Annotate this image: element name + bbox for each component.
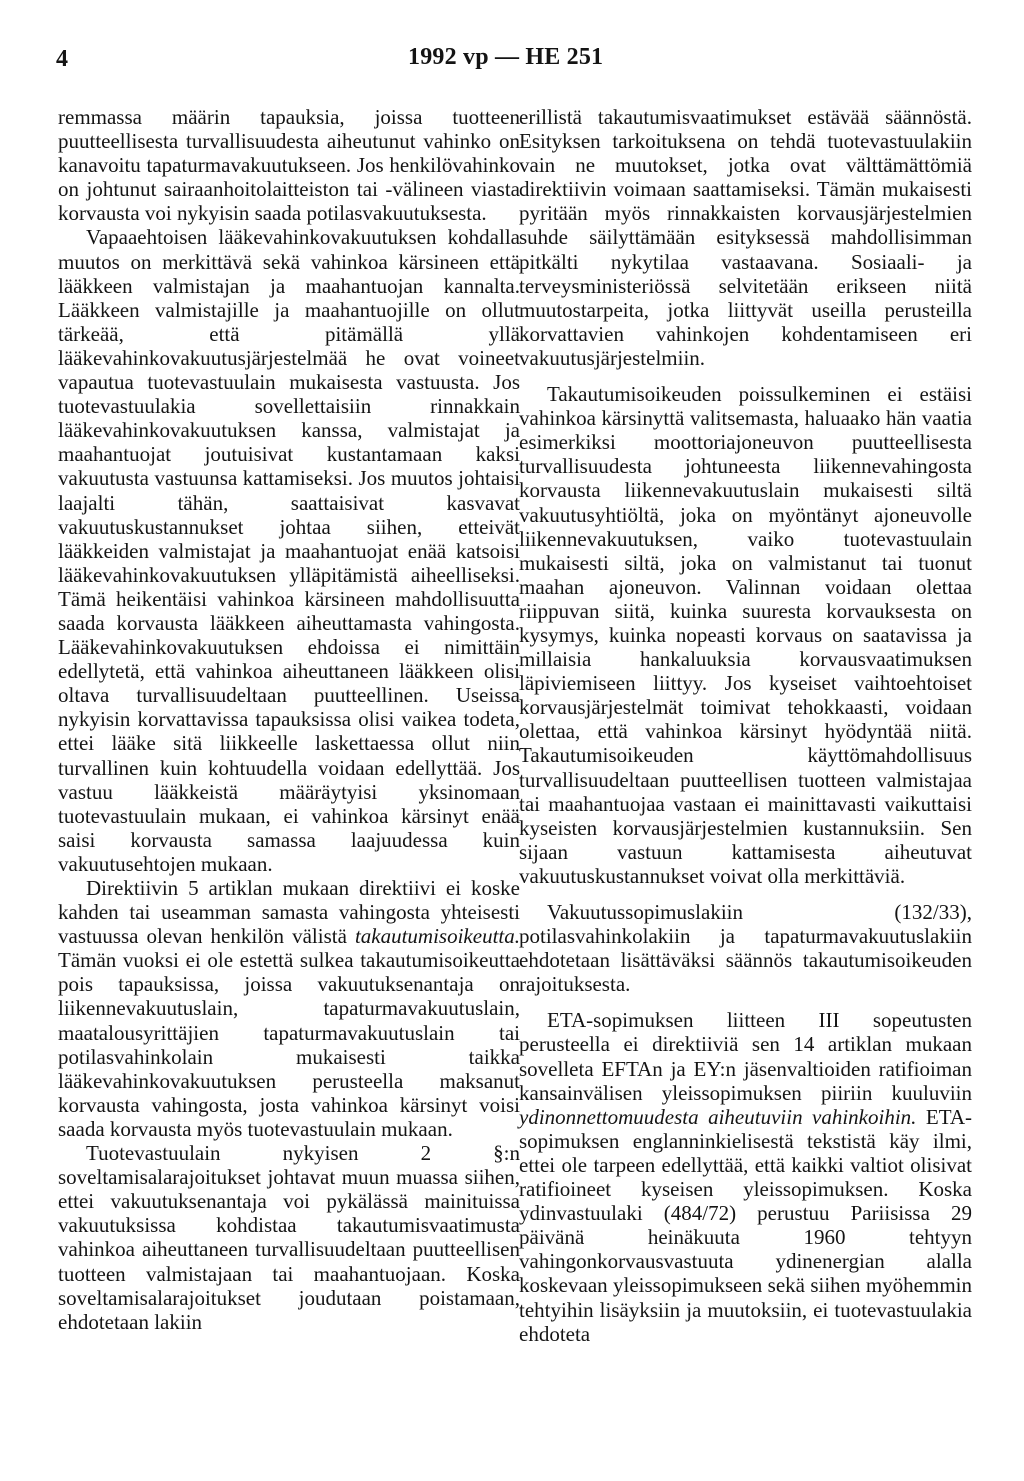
- paragraph-8-italic: ydinonnettomuudesta aiheutuviin vahinkoihin.: [519, 1104, 917, 1129]
- paragraph-3-text: Direktiivin 5 artiklan mukaan direktiivi ei koske kahden tai useamman samasta vahingosta yhteisesti vastuussa olevan henkilön välistä: [58, 876, 520, 949]
- paragraph-4: Tuotevastuulain nykyisen 2 §:n soveltamisalarajoitukset johtavat muun muassa siihen, ettei vakuutuksenantaja voi pykälässä mainituissa vakuutuksissa kohdistaa takautumisvaatimusta vahinkoa aiheuttaneen turvallisuudeltaan puutteellisen tuotteen valmistajaan tai maahantuojaan. Koska soveltamisalarajoitukset joudutaan poistamaan, ehdotetaan lakiin: [58, 1141, 520, 1334]
- paragraph-3: [58, 876, 520, 1141]
- paragraph-2: Vapaaehtoisen lääkevahinkovakuutuksen kohdalla muutos on merkittävä sekä vahinkoa kärsineen että lääkkeen valmistajan ja maahantuojan kannalta. Lääkkeen valmistajille ja maahantuojille on ollut tärkeää, että pitämällä yllä lääkevahinkovakuutusjärjestelmää he ovat voineet vapautua tuotevastuulain mukaisesta vastuusta. Jos tuotevastuulakia sovellettaisiin rinnakkain lääkevahinkovakuutuksen kanssa, valmistajat ja maahantuojat joutuisivat kustantamaan kaksi vakuutusta vastuunsa kattamiseksi. Jos muutos johtaisi laajalti tähän, saattaisivat kasvavat vakuutuskustannukset johtaa siihen, etteivät lääkkeiden valmistajat ja maahantuojat enää katsoisi lääkevahinkovakuutuksen ylläpitämistä aiheelliseksi. Tämä heikentäisi vahinkoa kärsineen mahdollisuutta saada korvausta lääkkeen aiheuttamasta vahingosta. Lääkevahinkovakuutuksen ehdoissa ei nimittäin edellytetä, että vahinkoa aiheuttaneen lääkkeen olisi oltava turvallisuudeltaan puutteellinen. Useissa nykyisin korvattavissa tapauksissa olisi vaikea todeta, ettei lääke sitä liikkeelle laskettaessa ollut niin turvallinen kuin kohtuudella voidaan edellyttää. Jos vastuu lääkkeistä määräytyisi yksinomaan tuotevastuulain mukaan, ei vahinkoa kärsinyt enää saisi korvausta samassa laajuudessa kuin vakuutusehtojen mukaan.: [58, 225, 520, 876]
- right-column: [519, 105, 972, 1346]
- paragraph-1: remmassa määrin tapauksia, joissa tuotteen puutteellisesta turvallisuudesta aiheutunut vahinko on kanavoitu tapaturmavakuutukseen. Jos henkilövahinko on johtunut sairaanhoitolaitteiston tai -välineen viasta korvausta voi nykyisin saada potilasvakuutuksesta.: [58, 105, 520, 226]
- paragraph-5: erillistä takautumisvaatimukset estävää säännöstä. Esityksen tarkoituksena on tehdä tuotevastuulakiin vain ne muutokset, jotka ovat välttämättömiä direktiivin voimaan saattamiseksi. Tämän mukaisesti pyritään myös rinnakkaisten korvausjärjestelmien suhde säilyttämään esityksessä mahdollisimman pitkälti nykytilaa vastaavana. Sosiaali- ja terveysministeriössä selvitetään erikseen niitä muutostarpeita, jotka liittyvät useilla perusteilla korvattavien vahinkojen kohdentamiseen eri vakuutusjärjestelmiin.: [519, 105, 972, 370]
- page-number: 4: [56, 46, 68, 72]
- left-column: [58, 105, 520, 1334]
- paragraph-8: [519, 1008, 972, 1345]
- paragraph-3-italic: takautumisoikeutta.: [354, 924, 520, 949]
- running-header: 1992 vp — HE 251: [408, 44, 604, 70]
- paragraph-8-text-cont: ETA-sopimuksen englanninkielisestä tekstistä käy ilmi, ettei ole tarpeen edellyttää, että kaikki valtiot olisivat ratifioineet kyseisen yleissopimuksen. Koska ydinvastuulaki (484/72) perustuu Pariisissa 29 päivänä heinäkuuta 1960 tehtyyn vahingonkorvausvastuuta ydinenergian alalla koskevaan yleissopimukseen sekä siihen myöhemmin tehtyihin lisäyksiin ja muutoksiin, ei tuotevastuulakia ehdoteta: [519, 1104, 973, 1346]
- paragraph-6: Takautumisoikeuden poissulkeminen ei estäisi vahinkoa kärsinyttä valitsemasta, haluaako hän vaatia esimerkiksi moottoriajoneuvon puutteellisesta turvallisuudesta johtuneesta liikennevahingosta korvausta liikennevakuutuslain mukaisesti siltä vakuutusyhtiöltä, joka on myöntänyt ajoneuvolle liikennevakuutuksen, vaiko tuotevastuulain mukaisesti siltä, joka on valmistanut tai tuonut maahan ajoneuvon. Valinnan voidaan olettaa riippuvan siitä, kuinka suuresta korvauksesta on kysymys, kuinka nopeasti korvaus on saatavissa ja millaisia hankaluuksia korvausvaatimuksen läpiviemiseen liittyy. Jos kyseiset vaihtoehtoiset korvausjärjestelmät toimivat tehokkaasti, voidaan olettaa, että vahinkoa kärsinyt hyödyntää niitä. Takautumisoikeuden käyttömahdollisuus turvallisuudeltaan puutteellisen tuotteen valmistajaa tai maahantuojaa vastaan ei mainittavasti vaikuttaisi kyseisten korvausjärjestelmien kustannuksiin. Sen sijaan vastuun kattamisesta aiheutuvat vakuutuskustannukset voivat olla merkittäviä.: [519, 382, 972, 888]
- paragraph-3-text-cont: Tämän vuoksi ei ole estettä sulkea takautumisoikeutta pois tapauksissa, joissa vakuutuksenantaja on liikennevakuutuslain, tapaturmavakuutuslain, maatalousyrittäjien tapaturmavakuutuslain tai potilasvahinkolain mukaisesti taikka lääkevahinkovakuutuksen perusteella maksanut korvausta vahingosta, josta vahinkoa kärsinyt voisi saada korvausta myös tuotevastuulain mukaan.: [58, 948, 520, 1141]
- paragraph-8-text: ETA-sopimuksen liitteen III sopeutusten perusteella ei direktiiviä sen 14 artiklan mukaan sovelleta EFTAn ja EY:n jäsenvaltioiden ratifioiman kansainvälisen yleissopimuksen piiriin kuuluviin: [519, 1008, 972, 1105]
- paragraph-7: Vakuutussopimuslakiin (132/33), potilasvahinkolakiin ja tapaturmavakuutuslakiin ehdotetaan lisättäväksi säännös takautumisoikeuden rajoituksesta.: [519, 900, 972, 997]
